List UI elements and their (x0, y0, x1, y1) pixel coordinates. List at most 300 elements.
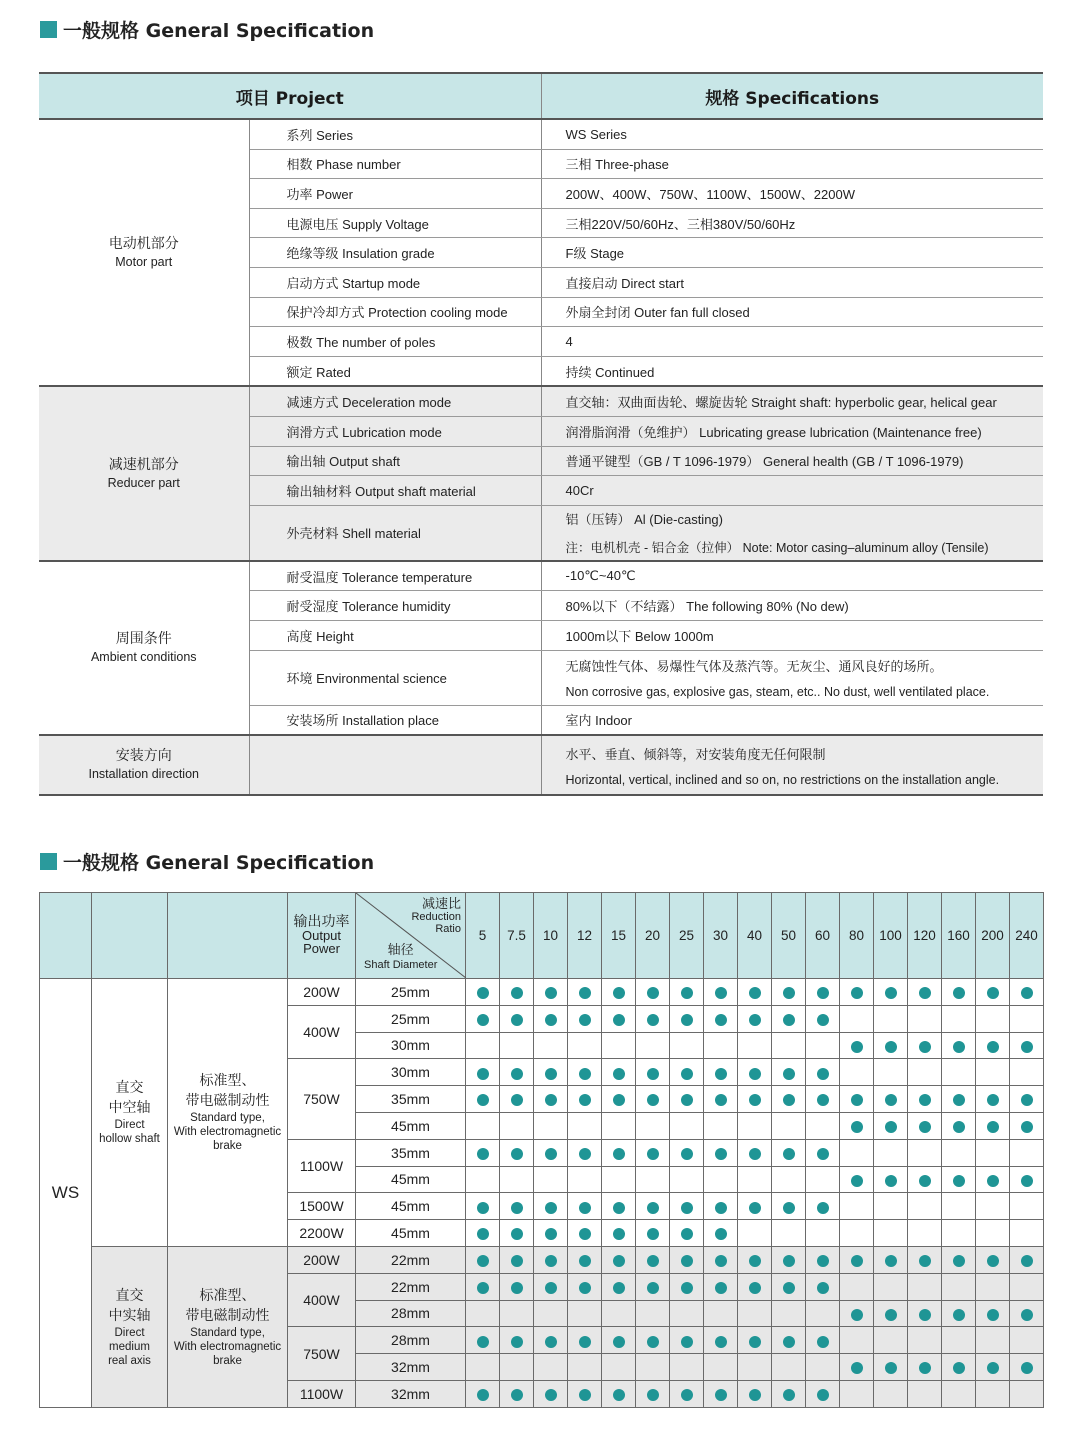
availability-dot-icon (545, 987, 557, 999)
spec-item: 减速方式 Deceleration mode (249, 386, 541, 416)
spec-value (541, 356, 1043, 386)
availability-cell (704, 1112, 738, 1139)
spec-value-text: 外扇全封闭 Outer fan full closed (565, 305, 750, 321)
std-en: Standard type, (190, 1112, 265, 1125)
availability-cell (704, 1193, 738, 1220)
availability-dot-icon (511, 1148, 523, 1160)
availability-dot-icon (851, 1255, 863, 1267)
availability-cell (466, 1005, 500, 1032)
availability-dot-icon (987, 1255, 999, 1267)
availability-cell (976, 1354, 1010, 1381)
availability-cell (466, 1193, 500, 1220)
availability-dot-icon (817, 1094, 829, 1106)
availability-cell (500, 1354, 534, 1381)
availability-cell (466, 1220, 500, 1247)
availability-dot-icon (545, 1014, 557, 1026)
spec-value-text: WS Series (565, 126, 627, 142)
availability-cell (534, 1220, 568, 1247)
availability-dot-icon (885, 1175, 897, 1187)
availability-cell (772, 1193, 806, 1220)
availability-cell (874, 1380, 908, 1407)
spec-row (39, 119, 1043, 149)
availability-dot-icon (681, 987, 693, 999)
spec-item: 高度 Height (249, 620, 541, 650)
availability-dot-icon (579, 1389, 591, 1401)
availability-cell (874, 1112, 908, 1139)
spec-value-text: F级 Stage (565, 246, 625, 262)
availability-cell (942, 1032, 976, 1059)
spec-value (541, 238, 1043, 268)
spec-value (541, 297, 1043, 327)
ratio-col-header: 160 (942, 893, 976, 979)
availability-cell (738, 1246, 772, 1273)
availability-dot-icon (885, 1255, 897, 1267)
availability-dot-icon (715, 1389, 727, 1401)
availability-cell (1010, 1380, 1044, 1407)
availability-cell (942, 1166, 976, 1193)
availability-cell (1010, 1193, 1044, 1220)
availability-cell (976, 1032, 1010, 1059)
spec-item: 保护冷却方式 Protection cooling mode (249, 297, 541, 327)
availability-dot-icon (1021, 1309, 1033, 1321)
availability-cell (636, 1112, 670, 1139)
reduction-ratio-table (39, 892, 1044, 1408)
availability-dot-icon (647, 1336, 659, 1348)
availability-dot-icon (545, 1282, 557, 1294)
section-title-text: 一般规格 General Specification (63, 19, 375, 42)
availability-dot-icon (511, 1094, 523, 1106)
availability-cell (500, 1166, 534, 1193)
availability-dot-icon (511, 1282, 523, 1294)
availability-cell (1010, 1005, 1044, 1032)
section-title-general-spec-2 (40, 849, 374, 873)
group-label-zh: 电动机部分 (108, 235, 179, 252)
spec-item: 安装场所 Installation place (249, 705, 541, 735)
section-marker-icon (40, 853, 57, 870)
availability-dot-icon (681, 1228, 693, 1240)
availability-cell (636, 1273, 670, 1300)
availability-cell (466, 1273, 500, 1300)
availability-cell (840, 1059, 874, 1086)
shaft-type-cell (92, 979, 168, 1247)
availability-cell (738, 1112, 772, 1139)
availability-cell (500, 1139, 534, 1166)
availability-cell (908, 1166, 942, 1193)
output-power-cell: 400W (288, 1273, 356, 1327)
availability-dot-icon (715, 987, 727, 999)
spec-value-text: 直交轴：双曲面齿轮、螺旋齿轮 Straight shaft: hyperbolic gear, helical gear (565, 395, 997, 411)
availability-dot-icon (1021, 987, 1033, 999)
ratio-col-header: 5 (466, 893, 500, 979)
spec-value (541, 620, 1043, 650)
availability-dot-icon (613, 1068, 625, 1080)
availability-dot-icon (715, 1094, 727, 1106)
availability-cell (806, 1300, 840, 1327)
availability-dot-icon (613, 1148, 625, 1160)
spec-item: 输出轴材料 Output shaft material (249, 476, 541, 506)
availability-dot-icon (953, 1094, 965, 1106)
availability-cell (908, 1059, 942, 1086)
availability-cell (602, 1032, 636, 1059)
availability-dot-icon (987, 1309, 999, 1321)
availability-cell (636, 1300, 670, 1327)
availability-dot-icon (647, 1389, 659, 1401)
availability-cell (840, 1193, 874, 1220)
availability-dot-icon (681, 1202, 693, 1214)
spec-row (39, 386, 1043, 416)
availability-cell (534, 1086, 568, 1113)
availability-cell (840, 1220, 874, 1247)
type-en: Direct (114, 1326, 145, 1339)
availability-cell (704, 1005, 738, 1032)
availability-dot-icon (885, 1041, 897, 1053)
availability-cell (874, 1327, 908, 1354)
availability-cell (772, 1032, 806, 1059)
std-en: With electromagnetic (173, 1126, 282, 1139)
availability-dot-icon (511, 1202, 523, 1214)
availability-cell (772, 1166, 806, 1193)
ratio-col-header: 15 (602, 893, 636, 979)
spec-item: 相数 Phase number (249, 149, 541, 179)
shaft-diameter-cell: 28mm (356, 1327, 466, 1354)
availability-cell (534, 1246, 568, 1273)
spec-item: 功率 Power (249, 179, 541, 209)
availability-dot-icon (545, 1094, 557, 1106)
spec-value-text: 200W、400W、750W、1100W、1500W、2200W (565, 186, 856, 202)
output-power-en1: Output (301, 928, 342, 943)
availability-cell (806, 1005, 840, 1032)
availability-dot-icon (851, 1121, 863, 1133)
output-power-cell: 400W (288, 1005, 356, 1059)
availability-cell (1010, 1166, 1044, 1193)
availability-cell (908, 1327, 942, 1354)
group-label-en: Ambient conditions (90, 649, 197, 664)
availability-dot-icon (715, 1068, 727, 1080)
availability-cell (840, 1139, 874, 1166)
availability-dot-icon (953, 1309, 965, 1321)
availability-cell (534, 1166, 568, 1193)
availability-cell (466, 1059, 500, 1086)
availability-cell (466, 1246, 500, 1273)
availability-cell (602, 1354, 636, 1381)
standard-type-cell (168, 979, 288, 1247)
availability-cell (636, 1193, 670, 1220)
availability-cell (534, 1193, 568, 1220)
availability-dot-icon (715, 1148, 727, 1160)
output-power-cell: 1100W (288, 1380, 356, 1407)
availability-cell (568, 1300, 602, 1327)
availability-cell (534, 1139, 568, 1166)
availability-cell (704, 1032, 738, 1059)
std-en: With electromagnetic (173, 1340, 282, 1353)
availability-cell (568, 1059, 602, 1086)
availability-cell (738, 1059, 772, 1086)
output-power-cell: 2200W (288, 1220, 356, 1247)
availability-dot-icon (817, 1389, 829, 1401)
ratio-col-header: 50 (772, 893, 806, 979)
availability-cell (534, 1005, 568, 1032)
availability-dot-icon (477, 1255, 489, 1267)
availability-dot-icon (613, 1094, 625, 1106)
availability-dot-icon (477, 1389, 489, 1401)
availability-dot-icon (511, 987, 523, 999)
shaft-diameter-cell: 32mm (356, 1354, 466, 1381)
availability-dot-icon (783, 1014, 795, 1026)
availability-cell (840, 1032, 874, 1059)
availability-cell (568, 1193, 602, 1220)
availability-cell (976, 1220, 1010, 1247)
availability-dot-icon (511, 1336, 523, 1348)
availability-cell (568, 1327, 602, 1354)
std-zh-1: 标准型、 (199, 1073, 256, 1090)
availability-cell (500, 1300, 534, 1327)
availability-cell (806, 1246, 840, 1273)
availability-dot-icon (545, 1228, 557, 1240)
availability-dot-icon (613, 1014, 625, 1026)
availability-cell (738, 1327, 772, 1354)
availability-cell (806, 1032, 840, 1059)
availability-dot-icon (919, 1362, 931, 1374)
availability-cell (704, 1166, 738, 1193)
availability-cell (568, 1246, 602, 1273)
availability-cell (1010, 1354, 1044, 1381)
availability-cell (908, 1086, 942, 1113)
availability-cell (568, 1005, 602, 1032)
availability-cell (772, 1380, 806, 1407)
availability-dot-icon (647, 1202, 659, 1214)
availability-dot-icon (477, 987, 489, 999)
availability-cell (806, 1059, 840, 1086)
spec-value-text-2: Horizontal, vertical, inclined and so on, no restrictions on the installation angle. (565, 772, 1000, 787)
availability-cell (976, 1380, 1010, 1407)
availability-cell (534, 1380, 568, 1407)
spec-value (541, 267, 1043, 297)
availability-dot-icon (783, 1336, 795, 1348)
availability-cell (840, 1300, 874, 1327)
shaft-diameter-cell: 35mm (356, 1086, 466, 1113)
availability-dot-icon (613, 1255, 625, 1267)
spec-item: 额定 Rated (249, 356, 541, 386)
group-label-zh: 周围条件 (115, 630, 172, 647)
availability-cell (602, 1220, 636, 1247)
availability-cell (1010, 1246, 1044, 1273)
availability-dot-icon (545, 1202, 557, 1214)
availability-cell (670, 1380, 704, 1407)
ratio-col-header: 200 (976, 893, 1010, 979)
availability-cell (772, 1246, 806, 1273)
availability-cell (908, 1193, 942, 1220)
availability-cell (568, 1380, 602, 1407)
ratio-en1: Reduction (411, 911, 461, 923)
group-label-zh: 安装方向 (115, 748, 172, 765)
shaft-diameter-cell: 22mm (356, 1273, 466, 1300)
availability-cell (500, 1005, 534, 1032)
spec-value (541, 505, 1043, 561)
availability-dot-icon (477, 1014, 489, 1026)
availability-cell (942, 1220, 976, 1247)
ratio-col-header: 20 (636, 893, 670, 979)
availability-cell (704, 1246, 738, 1273)
availability-cell (942, 1273, 976, 1300)
ratio-col-header: 240 (1010, 893, 1044, 979)
availability-cell (772, 1220, 806, 1247)
availability-dot-icon (715, 1228, 727, 1240)
availability-cell (500, 1220, 534, 1247)
availability-cell (466, 1300, 500, 1327)
availability-cell (806, 1193, 840, 1220)
shaft-diameter-cell: 45mm (356, 1193, 466, 1220)
availability-cell (670, 1354, 704, 1381)
spec-value-text: 润滑脂润滑（免维护） Lubricating grease lubrication (Maintenance free) (565, 424, 982, 440)
availability-cell (874, 1005, 908, 1032)
ratio-zh: 减速比 (421, 897, 461, 912)
availability-dot-icon (783, 1255, 795, 1267)
availability-cell (704, 1273, 738, 1300)
availability-cell (738, 1032, 772, 1059)
availability-cell (636, 1032, 670, 1059)
availability-cell (670, 1005, 704, 1032)
spec-value-text: 4 (565, 333, 573, 349)
availability-cell (1010, 1300, 1044, 1327)
availability-cell (500, 1032, 534, 1059)
spec-value (541, 650, 1043, 705)
shaft-type-cell (92, 1246, 168, 1407)
availability-cell (466, 1086, 500, 1113)
availability-cell (806, 1380, 840, 1407)
availability-cell (704, 1327, 738, 1354)
availability-dot-icon (817, 1282, 829, 1294)
availability-cell (602, 1005, 636, 1032)
availability-cell (772, 979, 806, 1006)
spec-group-cell (39, 119, 249, 386)
availability-cell (636, 1086, 670, 1113)
availability-cell (772, 1112, 806, 1139)
shaft-diameter-cell: 35mm (356, 1139, 466, 1166)
availability-cell (500, 1086, 534, 1113)
availability-dot-icon (681, 1148, 693, 1160)
availability-cell (704, 1220, 738, 1247)
availability-dot-icon (1021, 1121, 1033, 1133)
ratio-col-header: 100 (874, 893, 908, 979)
availability-dot-icon (749, 1336, 761, 1348)
availability-cell (534, 1273, 568, 1300)
availability-dot-icon (613, 987, 625, 999)
availability-cell (976, 1193, 1010, 1220)
availability-cell (942, 1354, 976, 1381)
availability-dot-icon (851, 1309, 863, 1321)
availability-dot-icon (749, 1282, 761, 1294)
availability-dot-icon (1021, 1175, 1033, 1187)
availability-cell (670, 1273, 704, 1300)
shaft-diameter-cell: 45mm (356, 1220, 466, 1247)
availability-cell (534, 1112, 568, 1139)
spec-header-row (39, 73, 1043, 119)
standard-type-cell (168, 1246, 288, 1407)
availability-cell (670, 1139, 704, 1166)
spec-value-text: 室内 Indoor (565, 713, 632, 729)
ratio-en2: Ratio (435, 923, 461, 935)
availability-cell (806, 1220, 840, 1247)
availability-cell (772, 1354, 806, 1381)
availability-cell (1010, 1112, 1044, 1139)
availability-cell (636, 1354, 670, 1381)
spec-value-text: 三相 Three-phase (565, 157, 669, 173)
availability-cell (942, 979, 976, 1006)
availability-cell (874, 1273, 908, 1300)
availability-dot-icon (715, 1255, 727, 1267)
availability-cell (942, 1086, 976, 1113)
availability-cell (602, 1300, 636, 1327)
availability-cell (738, 1193, 772, 1220)
spec-value (541, 386, 1043, 416)
availability-cell (908, 1220, 942, 1247)
ratio-col-header: 120 (908, 893, 942, 979)
availability-cell (500, 1059, 534, 1086)
availability-dot-icon (681, 1336, 693, 1348)
availability-cell (602, 1327, 636, 1354)
availability-cell (602, 1246, 636, 1273)
section-title-text: 一般规格 General Specification (63, 851, 375, 874)
shaft-diameter-cell: 45mm (356, 1112, 466, 1139)
availability-cell (806, 1166, 840, 1193)
availability-cell (976, 1327, 1010, 1354)
availability-cell (908, 1246, 942, 1273)
availability-cell (942, 1327, 976, 1354)
availability-cell (1010, 1139, 1044, 1166)
availability-dot-icon (681, 1255, 693, 1267)
availability-cell (636, 979, 670, 1006)
availability-cell (874, 979, 908, 1006)
availability-cell (738, 1086, 772, 1113)
spec-value-text: 普通平键型（GB / T 1096-1979） General health (GB / T 1096-1979) (565, 454, 964, 470)
availability-dot-icon (919, 1309, 931, 1321)
availability-cell (636, 1246, 670, 1273)
availability-dot-icon (511, 1228, 523, 1240)
spec-value-text: 1000m以下 Below 1000m (565, 628, 714, 644)
availability-cell (942, 1112, 976, 1139)
std-zh-1: 标准型、 (199, 1287, 256, 1304)
availability-dot-icon (783, 1389, 795, 1401)
availability-dot-icon (647, 1282, 659, 1294)
availability-dot-icon (579, 1094, 591, 1106)
spec-item: 环境 Environmental science (249, 650, 541, 705)
output-power-zh: 输出功率 (293, 914, 350, 930)
availability-cell (840, 1086, 874, 1113)
availability-cell (908, 1380, 942, 1407)
spec-value (541, 476, 1043, 506)
availability-dot-icon (851, 1175, 863, 1187)
availability-cell (908, 1354, 942, 1381)
availability-cell (976, 1059, 1010, 1086)
availability-cell (976, 1166, 1010, 1193)
spec-item: 极数 The number of poles (249, 327, 541, 357)
shaft-diameter-cell: 28mm (356, 1300, 466, 1327)
availability-dot-icon (817, 1014, 829, 1026)
availability-cell (772, 1059, 806, 1086)
output-power-cell: 200W (288, 1246, 356, 1273)
availability-cell (704, 1139, 738, 1166)
type-zh-1: 直交 (115, 1287, 144, 1304)
availability-dot-icon (851, 1041, 863, 1053)
availability-dot-icon (953, 987, 965, 999)
availability-dot-icon (953, 1121, 965, 1133)
availability-cell (840, 979, 874, 1006)
ratio-label (411, 899, 461, 935)
availability-cell (806, 1086, 840, 1113)
availability-cell (704, 1059, 738, 1086)
availability-dot-icon (647, 1094, 659, 1106)
availability-cell (874, 1354, 908, 1381)
